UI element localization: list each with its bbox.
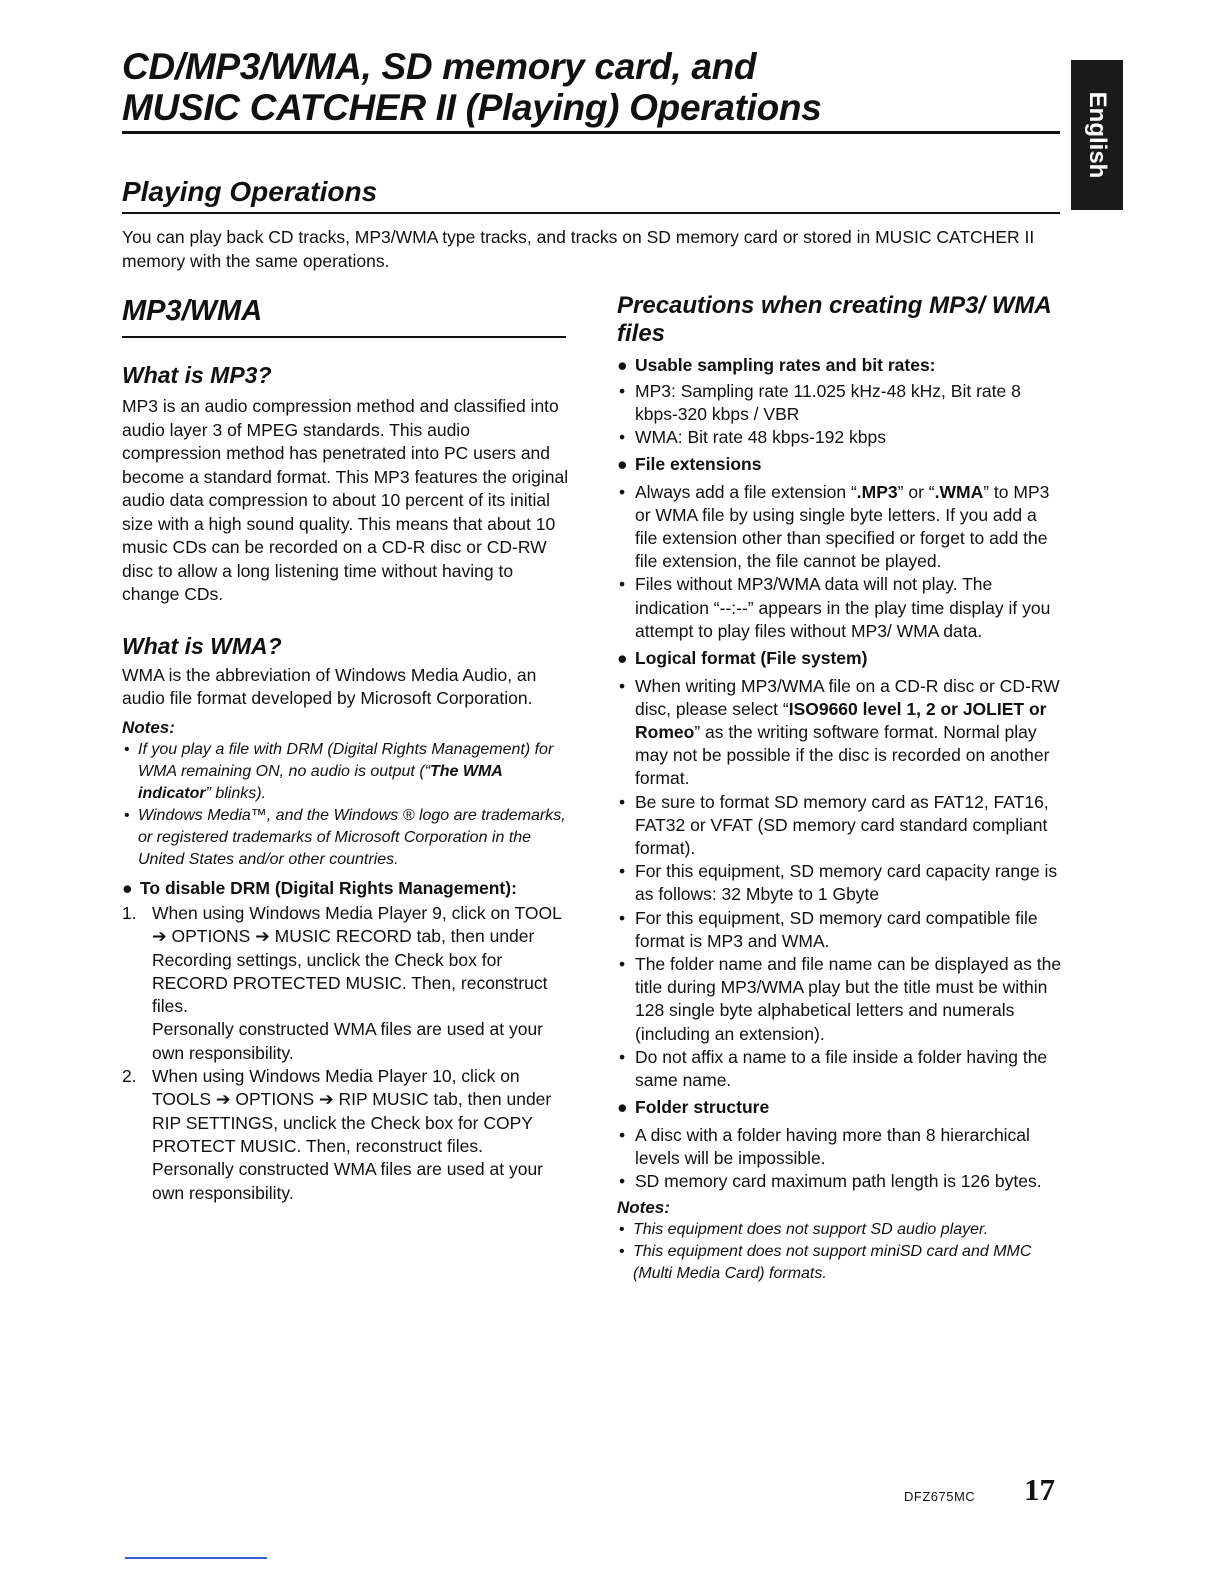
paragraph-what-is-mp3: MP3 is an audio compression method and classified into audio layer 3 of MPEG standards. This audio compression method has penetrated into PC users and become a standard format. This MP3 features the original audio data compression to about 10 percent of its initial size with a high sound quality. This means that about 10 music CDs can be recorded on a CD-R disc or CD-RW disc to allow a long listening time without having to change CDs. [122,396,569,604]
footer-divider [125,1557,267,1559]
list-item: • A disc with a folder having more than 8 hierarchical levels will be impossible. [617,1124,1063,1170]
heading-precautions: Precautions when creating MP3/ WMA files [617,292,1051,347]
bullet-dot-icon: ● [617,454,628,475]
page-title-line2: MUSIC CATCHER II (Playing) Operations [122,87,822,128]
heading-folder-structure: ● Folder structure [617,1096,1063,1120]
section-heading-mp3-wma: MP3/WMA [122,295,263,327]
left-column [122,362,570,1205]
list-item: • The folder name and file name can be displayed as the title during MP3/WMA play but the title must be within 128 single byte alphabetical letters and numerals (including an extension). [617,953,1063,1046]
notes-list [122,739,570,871]
heading-file-extensions: ● File extensions [617,453,1063,477]
list-item: • Always add a file extension “.MP3” or “.WMA” to MP3 or WMA file by using single byte letters. If you add a file extension other than specified or forget to add the file extension, the file cannot be played. [617,481,1063,574]
note-item: • Windows Media™, and the Windows ® logo are trademarks, or registered trademarks of Microsoft Corporation in the United States and/or other countries. [122,805,570,871]
note-item: • This equipment does not support SD audio player. [617,1219,1063,1241]
page-number: 17 [1024,1472,1055,1507]
heading-disable-drm: ● To disable DRM (Digital Rights Management): [122,877,570,901]
language-tab-label: English [1084,91,1111,179]
heading-sampling-rates: ● Usable sampling rates and bit rates: [617,354,1063,378]
note-item: • This equipment does not support miniSD card and MMC (Multi Media Card) formats. [617,1241,1063,1285]
title-rule [122,131,1060,134]
page-title-line1: CD/MP3/WMA, SD memory card, and [122,46,757,87]
list-item: • SD memory card maximum path length is 126 bytes. [617,1170,1063,1193]
list-item: • Do not affix a name to a file inside a folder having the same name. [617,1046,1063,1092]
bullet-dot-icon: ● [122,877,133,898]
list-item: • WMA: Bit rate 48 kbps-192 kbps [617,426,1063,449]
section-heading-playing-operations: Playing Operations [122,176,378,207]
heading-logical-format: ● Logical format (File system) [617,647,1063,671]
paragraph-what-is-wma: WMA is the abbreviation of Windows Media Audio, an audio file format developed by Microsoft Corporation. [122,664,537,708]
notes-heading: Notes: [617,1198,670,1218]
page-title [122,46,1062,128]
list-item: • For this equipment, SD memory card capacity range is as follows: 32 Mbyte to 1 Gbyte [617,860,1063,906]
right-column [617,292,1063,1285]
list-item: • For this equipment, SD memory card compatible file format is MP3 and WMA. [617,907,1063,953]
section-rule-playing-operations [122,212,1060,214]
sampling-list [617,380,1063,450]
folder-structure-list [617,1124,1063,1194]
heading-what-is-mp3: What is MP3? [122,362,272,388]
language-tab [1071,60,1123,210]
drm-step: 1. When using Windows Media Player 9, click on TOOL ➔ OPTIONS ➔ MUSIC RECORD tab, then under Recording settings, unclick the Check box for RECORD PROTECTED MUSIC. Then, reconstruct files. Personally constructed WMA files are used at your own responsibility. [122,903,562,1063]
drm-step: 2. When using Windows Media Player 10, click on TOOLS ➔ OPTIONS ➔ RIP MUSIC tab, then under RIP SETTINGS, unclick the Check box for COPY PROTECT MUSIC. Then, reconstruct files. Personally constructed WMA files are used at your own responsibility. [122,1066,552,1203]
list-item: • When writing MP3/WMA file on a CD-R disc or CD-RW disc, please select “ISO9660 level 1, 2 or JOLIET or Romeo” as the writing software format. Normal play may not be possible if the disc is recorded on another format. [617,675,1063,791]
notes-heading: Notes: [122,717,175,737]
model-number: DFZ675MC [904,1489,976,1504]
section-rule-mp3-wma [122,336,566,338]
list-item: • MP3: Sampling rate 11.025 kHz-48 kHz, Bit rate 8 kbps-320 kbps / VBR [617,380,1063,426]
intro-paragraph: You can play back CD tracks, MP3/WMA type tracks, and tracks on SD memory card or stored in MUSIC CATCHER II memory with the same operations. [122,227,1035,271]
bullet-dot-icon: ● [617,1097,628,1118]
notes-list [617,1219,1063,1285]
list-item: • Files without MP3/WMA data will not play. The indication “--:--” appears in the play time display if you attempt to play files without MP3/ WMA data. [617,573,1063,643]
note-item: • If you play a file with DRM (Digital Rights Management) for WMA remaining ON, no audio is output (“The WMA indicator” blinks). [122,739,570,805]
logical-format-list [617,675,1063,1093]
bullet-dot-icon: ● [617,355,628,375]
heading-what-is-wma: What is WMA? [122,632,282,659]
bullet-dot-icon: ● [617,648,628,669]
list-item: • Be sure to format SD memory card as FAT12, FAT16, FAT32 or VFAT (SD memory card standard compliant format). [617,791,1063,861]
drm-steps-list [122,902,570,1205]
extensions-list [617,481,1063,643]
